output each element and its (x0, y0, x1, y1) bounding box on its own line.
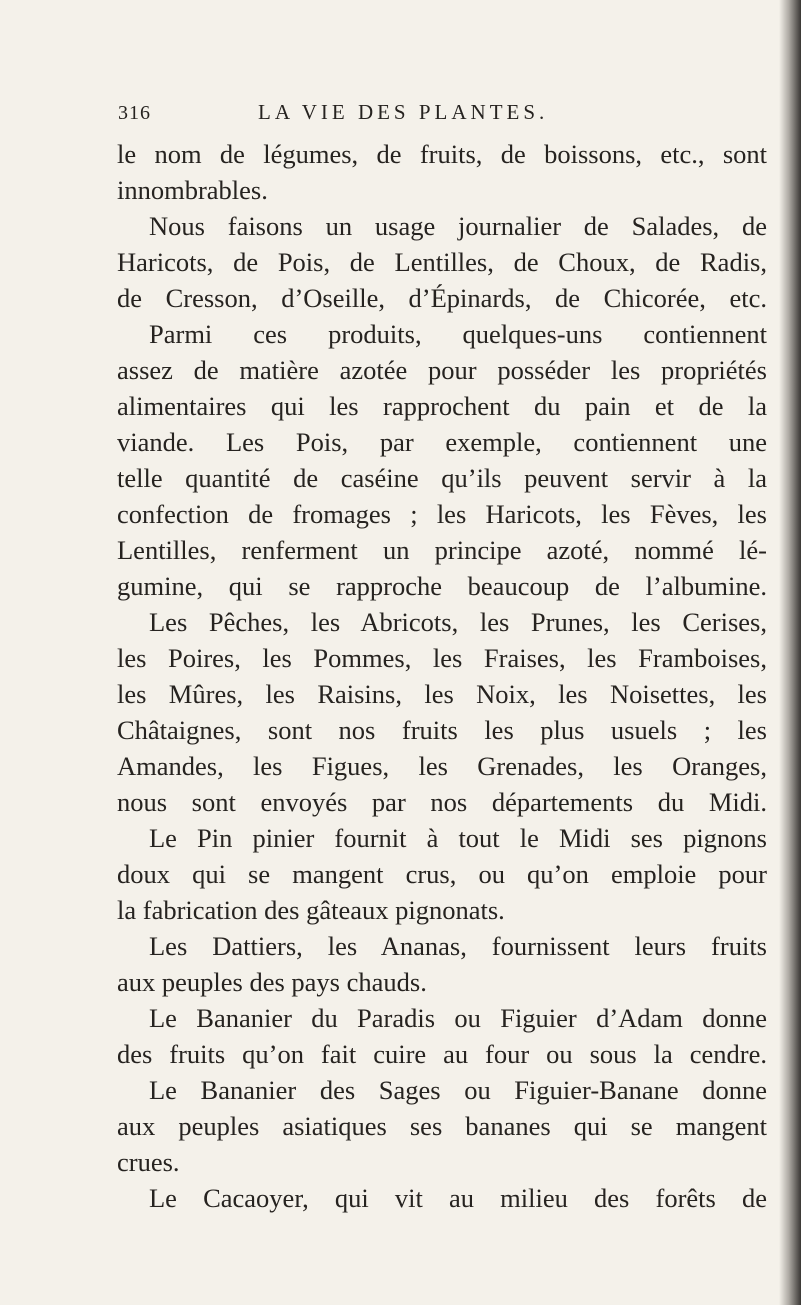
text-line: viande. Les Pois, par exemple, contiennent une (117, 427, 767, 457)
text-line: Le Bananier des Sages ou Figuier-Banane donne (149, 1075, 767, 1105)
text-line: Haricots, de Pois, de Lentilles, de Choux, de Radis, (117, 247, 767, 277)
text-line: nous sont envoyés par nos départements du Midi. (117, 787, 767, 817)
text-line: gumine, qui se rapproche beaucoup de l’albumine. (117, 571, 767, 601)
text-line: Nous faisons un usage journalier de Salades, de (149, 211, 767, 241)
text-line: Lentilles, renferment un principe azoté, nommé lé- (117, 535, 767, 565)
text-line: aux peuples asiatiques ses bananes qui se mangent (117, 1111, 767, 1141)
text-line: assez de matière azotée pour posséder les propriétés (117, 355, 767, 385)
page-number: 316 (118, 102, 151, 124)
text-line: telle quantité de caséine qu’ils peuvent servir à la (117, 463, 767, 493)
text-line: Les Dattiers, les Ananas, fournissent leurs fruits (149, 931, 767, 961)
text-line: des fruits qu’on fait cuire au four ou sous la cendre. (117, 1039, 767, 1069)
text-line: aux peuples des pays chauds. (117, 967, 427, 997)
binding-shadow (779, 0, 801, 1305)
page-header (118, 100, 549, 130)
text-line: alimentaires qui les rapprochent du pain et de la (117, 391, 767, 421)
body-text (117, 136, 767, 1216)
text-line: les Poires, les Pommes, les Fraises, les Framboises, (117, 643, 767, 673)
text-line: innombrables. (117, 175, 268, 205)
running-title: LA VIE DES PLANTES. (258, 100, 549, 124)
text-line: Parmi ces produits, quelques-uns contiennent (149, 319, 767, 349)
text-line: le nom de légumes, de fruits, de boissons, etc., sont (117, 139, 767, 169)
text-line: Amandes, les Figues, les Grenades, les Oranges, (117, 751, 767, 781)
text-line: la fabrication des gâteaux pignonats. (117, 895, 505, 925)
text-line: Les Pêches, les Abricots, les Prunes, les Cerises, (149, 607, 767, 637)
text-line: Le Bananier du Paradis ou Figuier d’Adam donne (149, 1003, 767, 1033)
text-line: doux qui se mangent crus, ou qu’on emploie pour (117, 859, 767, 889)
text-line: de Cresson, d’Oseille, d’Épinards, de Chicorée, etc. (117, 283, 767, 313)
text-line: Châtaignes, sont nos fruits les plus usuels ; les (117, 715, 767, 745)
text-line: confection de fromages ; les Haricots, les Fèves, les (117, 499, 767, 529)
text-line: Le Pin pinier fournit à tout le Midi ses pignons (149, 823, 767, 853)
text-line: Le Cacaoyer, qui vit au milieu des forêts de (149, 1183, 767, 1213)
text-line: crues. (117, 1147, 180, 1177)
text-line: les Mûres, les Raisins, les Noix, les Noisettes, les (117, 679, 767, 709)
